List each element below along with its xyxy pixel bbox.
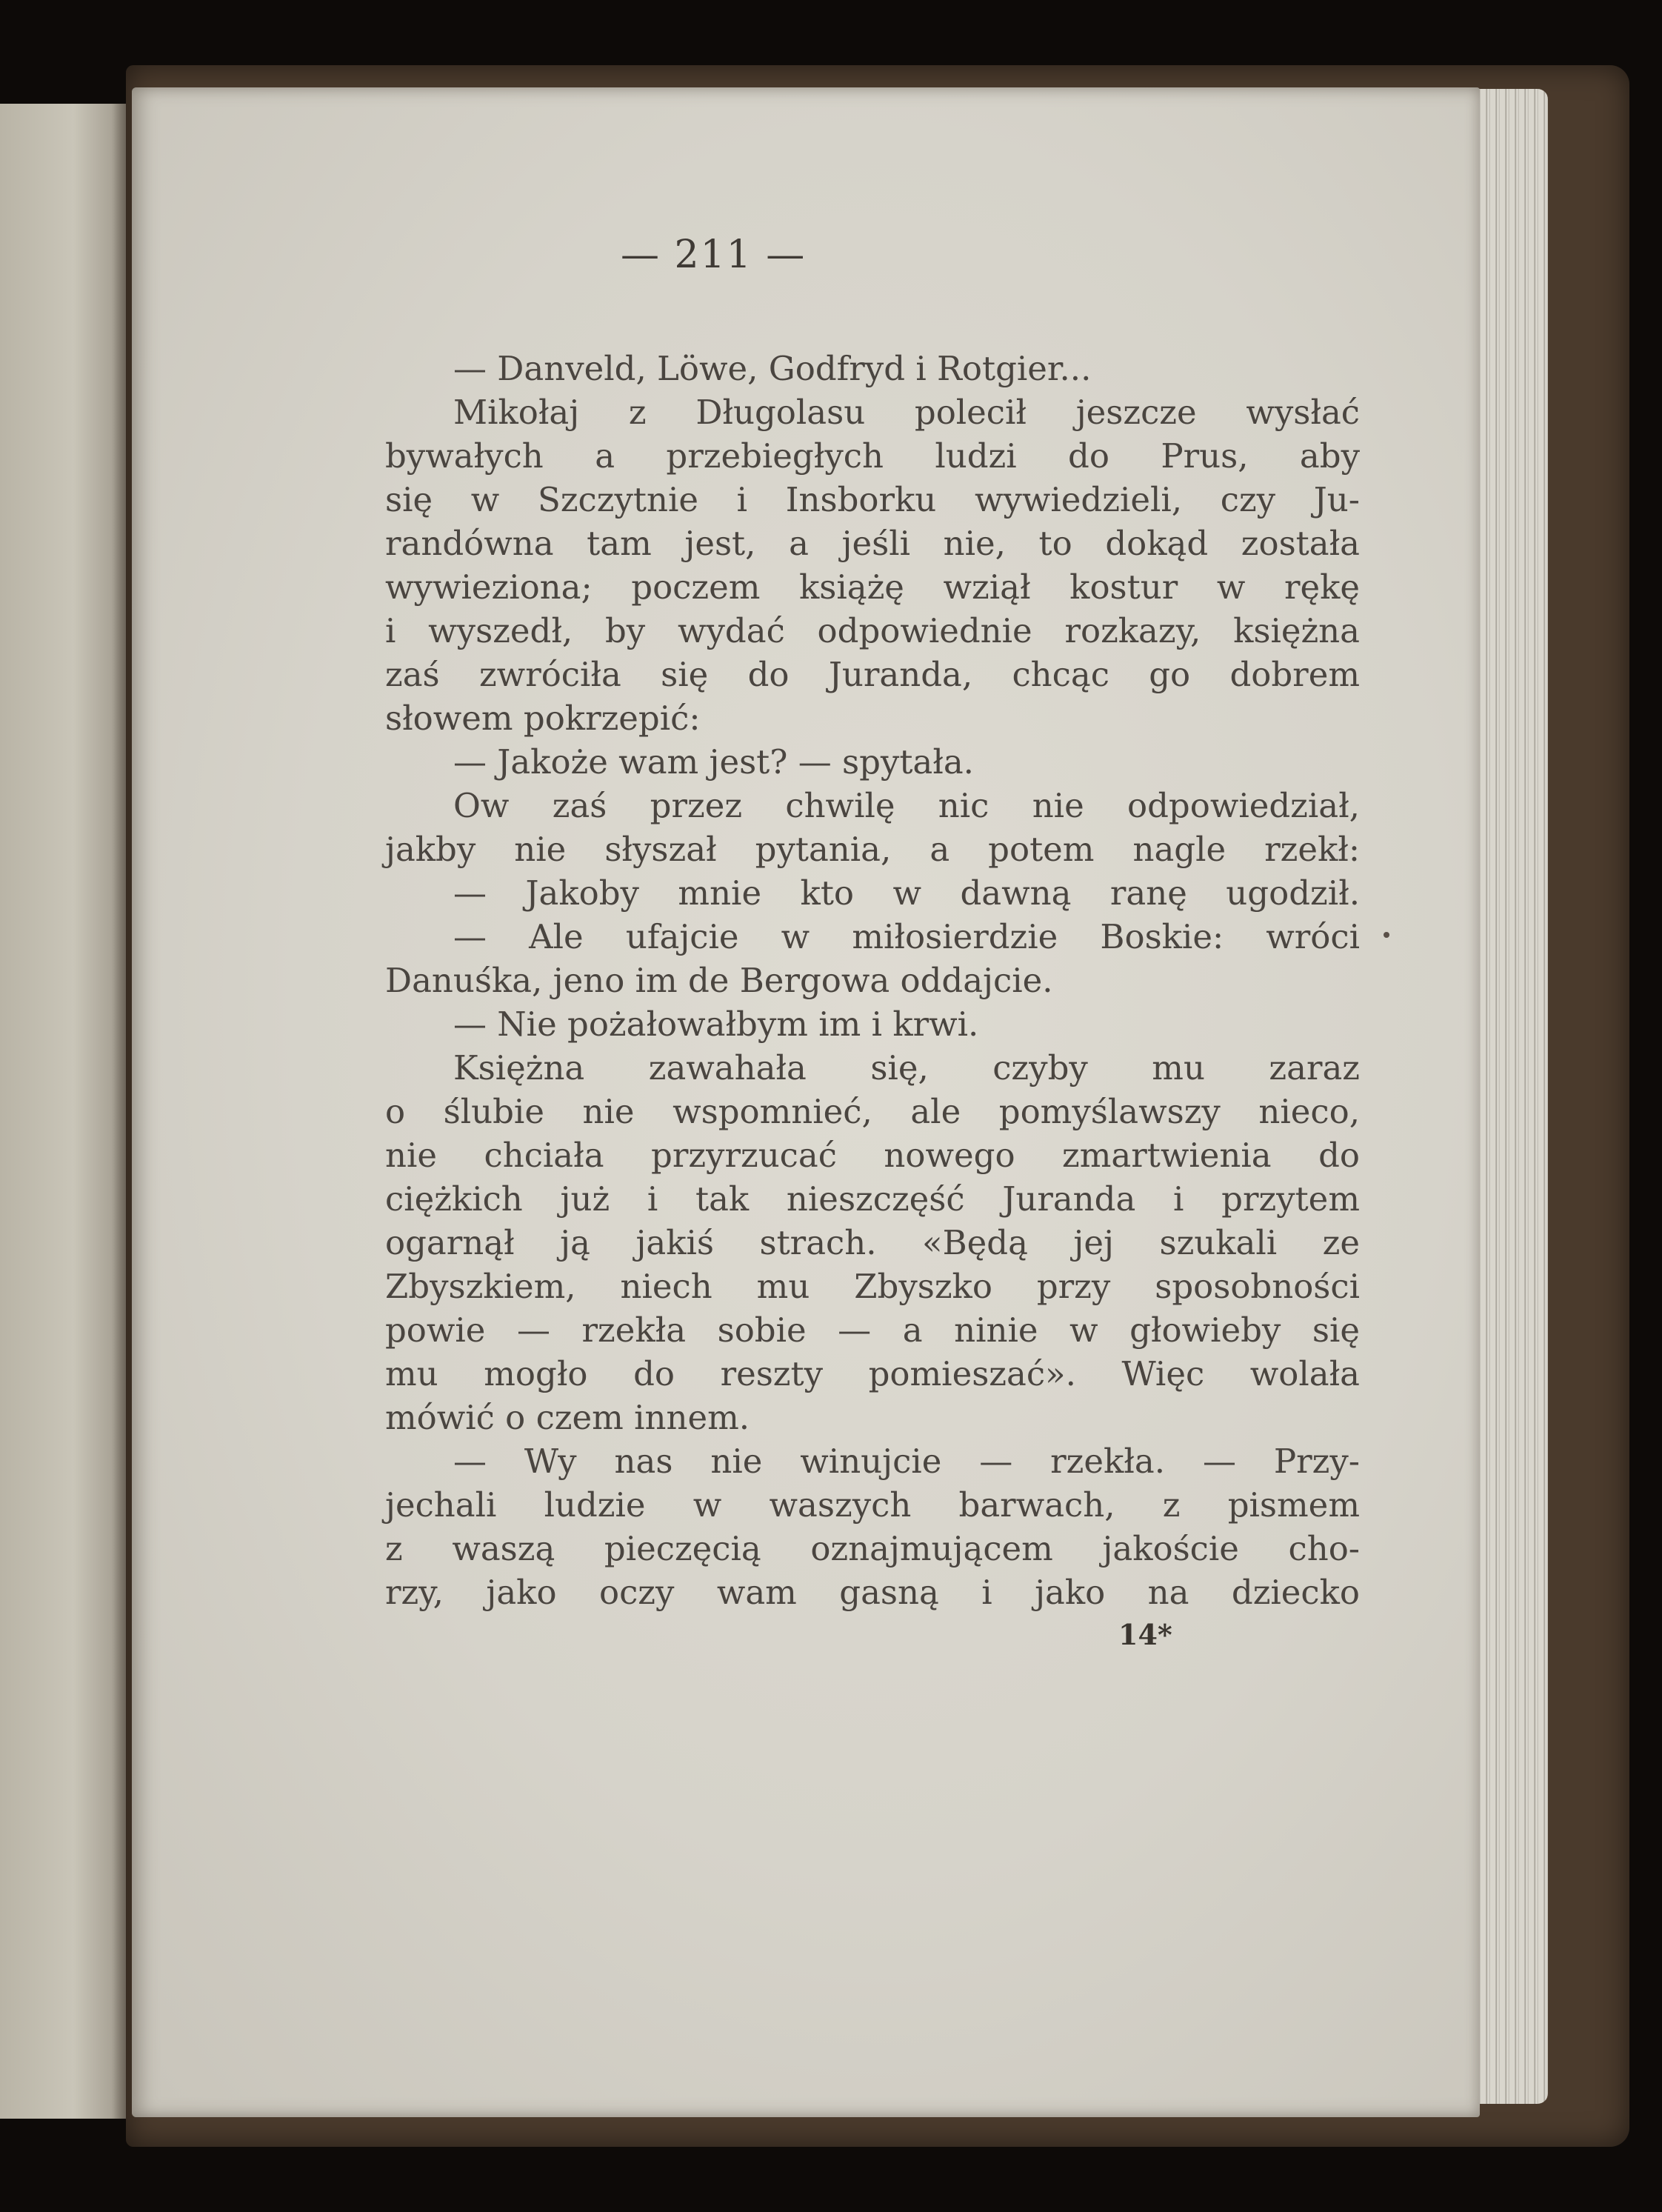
text-line: Zbyszkiem, niech mu Zbyszko przy sposobności xyxy=(385,1267,1360,1306)
text-line: zaś zwróciła się do Juranda, chcąc go dobrem xyxy=(385,655,1360,694)
text-line: — Wy nas nie winujcie — rzekła. — Przy- xyxy=(453,1442,1360,1481)
text-line: — Jakoby mnie kto w dawną ranę ugodził. xyxy=(453,873,1360,913)
paper-speck xyxy=(1384,932,1389,938)
text-line: Danuśka, jeno im de Bergowa oddajcie. xyxy=(385,961,1053,1000)
book-page xyxy=(132,87,1480,2117)
text-line: Ow zaś przez chwilę nic nie odpowiedział, xyxy=(453,786,1360,825)
text-line: rzy, jako oczy wam gasną i jako na dziecko xyxy=(385,1573,1360,1612)
signature-mark: 14* xyxy=(1118,1618,1172,1651)
text-line: — Nie pożałowałbym im i krwi. xyxy=(453,1005,979,1044)
text-line: jakby nie słyszał pytania, a potem nagle rzekł: xyxy=(385,830,1360,869)
text-line: ogarnął ją jakiś strach. «Będą jej szukali ze xyxy=(385,1223,1360,1262)
text-line: wywieziona; poczem książę wziął kostur w rękę xyxy=(385,567,1360,607)
text-line: — Danveld, Löwe, Godfryd i Rotgier... xyxy=(453,349,1092,388)
text-line: słowem pokrzepić: xyxy=(385,699,701,738)
text-line: randówna tam jest, a jeśli nie, to dokąd została xyxy=(385,524,1360,563)
text-line: jechali ludzie w waszych barwach, z pismem xyxy=(385,1485,1360,1525)
text-line: nie chciała przyrzucać nowego zmartwienia do xyxy=(385,1136,1360,1175)
text-line: — Ale ufajcie w miłosierdzie Boskie: wróci xyxy=(453,917,1360,956)
text-line: bywałych a przebiegłych ludzi do Prus, aby xyxy=(385,436,1360,476)
text-line: się w Szczytnie i Insborku wywiedzieli, czy Ju- xyxy=(385,480,1360,519)
text-line: Księżna zawahała się, czyby mu zaraz xyxy=(453,1048,1360,1087)
text-line: ciężkich już i tak nieszczęść Juranda i przytem xyxy=(385,1179,1360,1219)
text-line: mówić o czem innem. xyxy=(385,1398,750,1437)
text-line: z waszą pieczęcią oznajmującem jakoście cho- xyxy=(385,1529,1360,1568)
text-line: powie — rzekła sobie — a ninie w głowieby się xyxy=(385,1310,1360,1350)
text-line: mu mogło do reszty pomieszać». Więc wolała xyxy=(385,1354,1360,1393)
text-line: — Jakoże wam jest? — spytała. xyxy=(453,742,974,782)
text-line: Mikołaj z Długolasu polecił jeszcze wysłać xyxy=(453,393,1360,432)
page-number: — 211 — xyxy=(621,233,807,277)
text-line: i wyszedł, by wydać odpowiednie rozkazy, księżna xyxy=(385,611,1360,650)
text-line: o ślubie nie wspomnieć, ale pomyślawszy nieco, xyxy=(385,1092,1360,1131)
